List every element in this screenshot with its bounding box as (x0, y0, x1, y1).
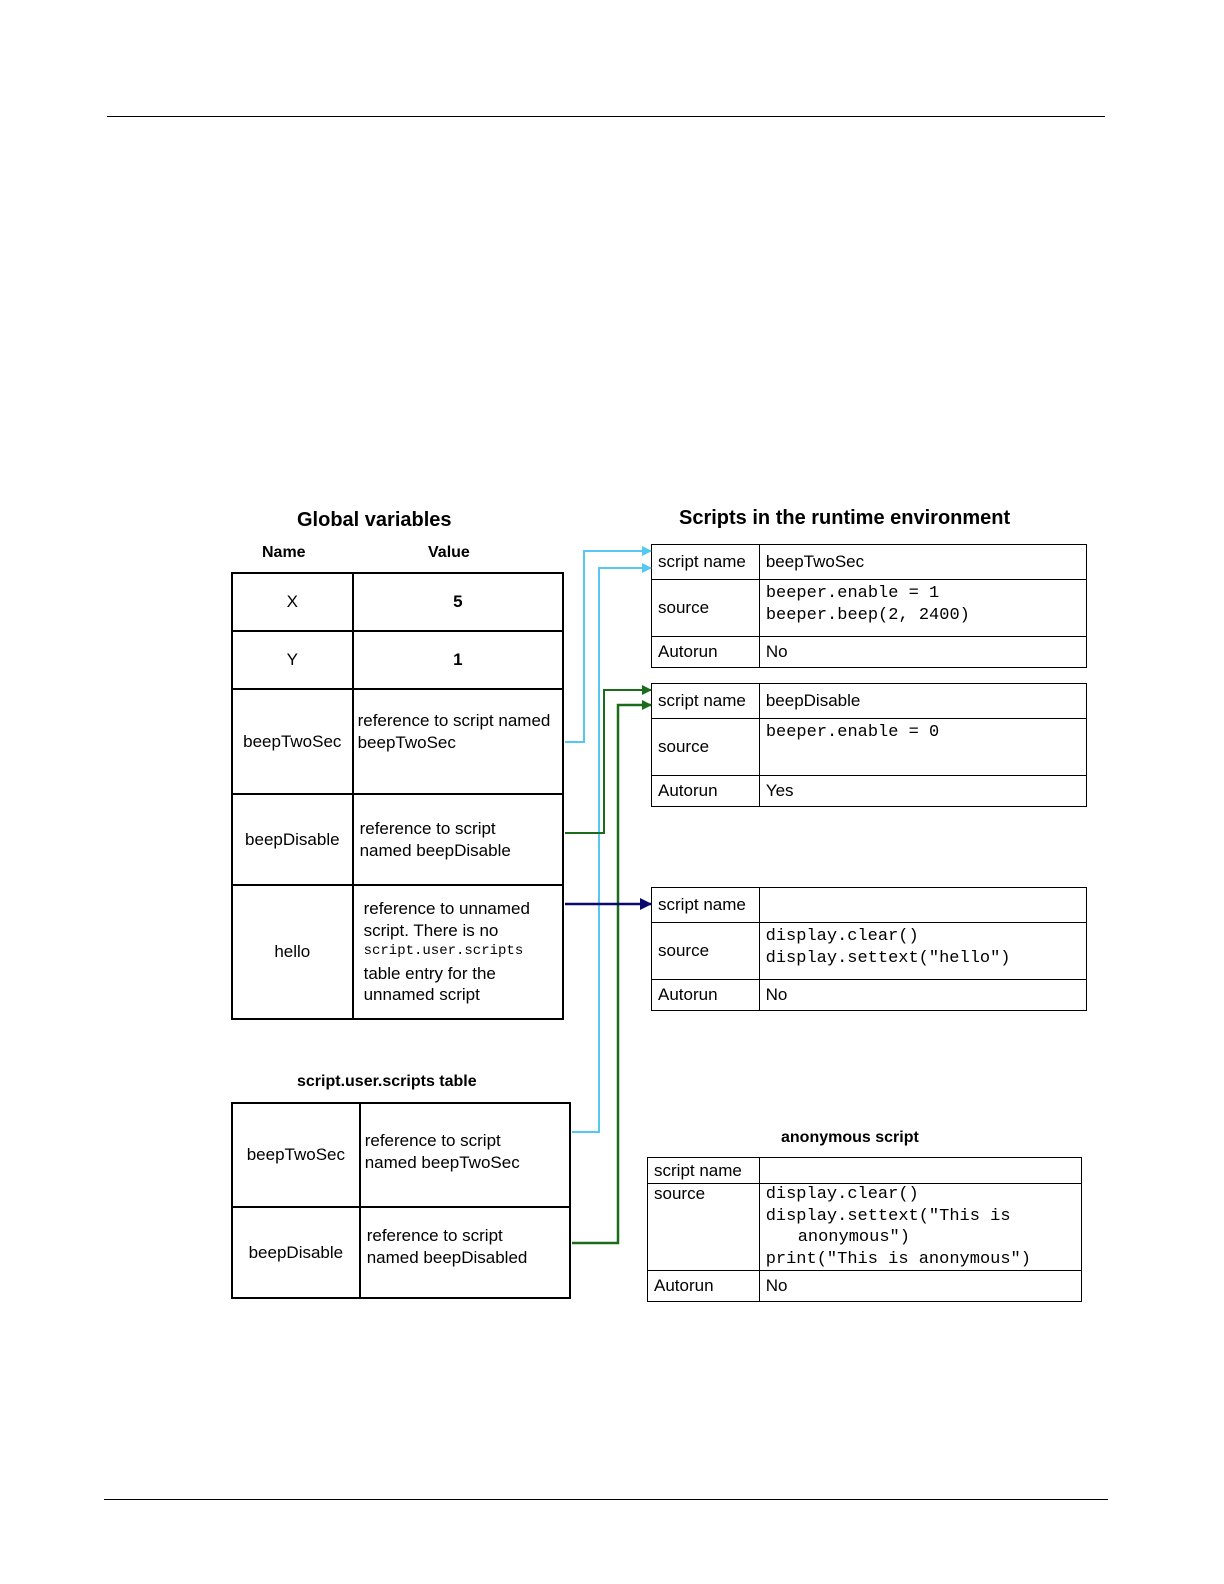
value-line: reference to script (364, 1131, 501, 1150)
autorun-value: No (759, 1271, 1081, 1302)
value-column-header: Value (428, 544, 470, 561)
source-line: display.settext("hello") (765, 949, 1011, 968)
var-name: hello (232, 885, 353, 1019)
value-line: reference to unnamed (363, 899, 530, 919)
autorun-value: Yes (759, 776, 1086, 807)
field-label: source (648, 1184, 760, 1271)
value-line: script. There is no (363, 920, 499, 940)
source-line: beeper.enable = 0 (765, 723, 940, 742)
script-name-value: beepTwoSec (759, 545, 1086, 580)
user-scripts-title: script.user.scripts table (297, 1073, 477, 1090)
source-line: display.clear() (765, 927, 919, 946)
name-column-header: Name (262, 544, 306, 561)
source-line: display.settext("This is (765, 1206, 1011, 1226)
field-label: source (652, 923, 760, 980)
source-line: beeper.beep(2, 2400) (765, 606, 970, 625)
global-variables-title: Global variables (297, 509, 452, 531)
script-name-value: beepDisable (759, 684, 1086, 719)
autorun-value: No (759, 980, 1086, 1011)
source-line: print("This is anonymous") (765, 1249, 1031, 1269)
value-line: named beepDisable (359, 840, 511, 860)
value-line: named beepTwoSec (364, 1153, 520, 1172)
field-label: script name (652, 888, 760, 923)
arrow-global-beeptwosec (565, 551, 651, 742)
var-name: X (232, 573, 353, 631)
source-line: beeper.enable = 1 (765, 584, 940, 603)
field-label: source (652, 580, 760, 637)
source-line: display.clear() (765, 1185, 919, 1204)
var-name: beepDisable (232, 794, 353, 885)
script-key: beepDisable (232, 1207, 360, 1298)
value-line: named beepDisabled (366, 1248, 528, 1267)
arrow-global-beepdisable (565, 690, 651, 833)
field-label: script name (652, 545, 760, 580)
runtime-title: Scripts in the runtime environment (679, 507, 1011, 529)
var-name: Y (232, 631, 353, 689)
autorun-value: No (759, 637, 1086, 668)
field-label: Autorun (648, 1271, 760, 1302)
var-value: reference to script named beepTwoSec (353, 689, 563, 794)
var-value: 5 (353, 573, 563, 631)
arrow-table-beepdisable (572, 705, 651, 1243)
anonymous-script-title: anonymous script (781, 1129, 919, 1146)
var-value: 1 (353, 631, 563, 689)
field-label: Autorun (652, 776, 760, 807)
var-name: beepTwoSec (232, 689, 353, 794)
value-code: script.user.scripts (363, 943, 524, 960)
value-line: unnamed script (363, 985, 480, 1005)
value-line: reference to script (366, 1226, 503, 1245)
field-label: Autorun (652, 980, 760, 1011)
value-line: table entry for the (363, 963, 496, 983)
script-key: beepTwoSec (232, 1103, 360, 1207)
field-label: Autorun (652, 637, 760, 668)
field-label: script name (652, 684, 760, 719)
field-label: source (652, 719, 760, 776)
value-line: reference to script (359, 818, 496, 838)
field-label: script name (648, 1158, 760, 1184)
source-line: anonymous") (797, 1228, 910, 1247)
